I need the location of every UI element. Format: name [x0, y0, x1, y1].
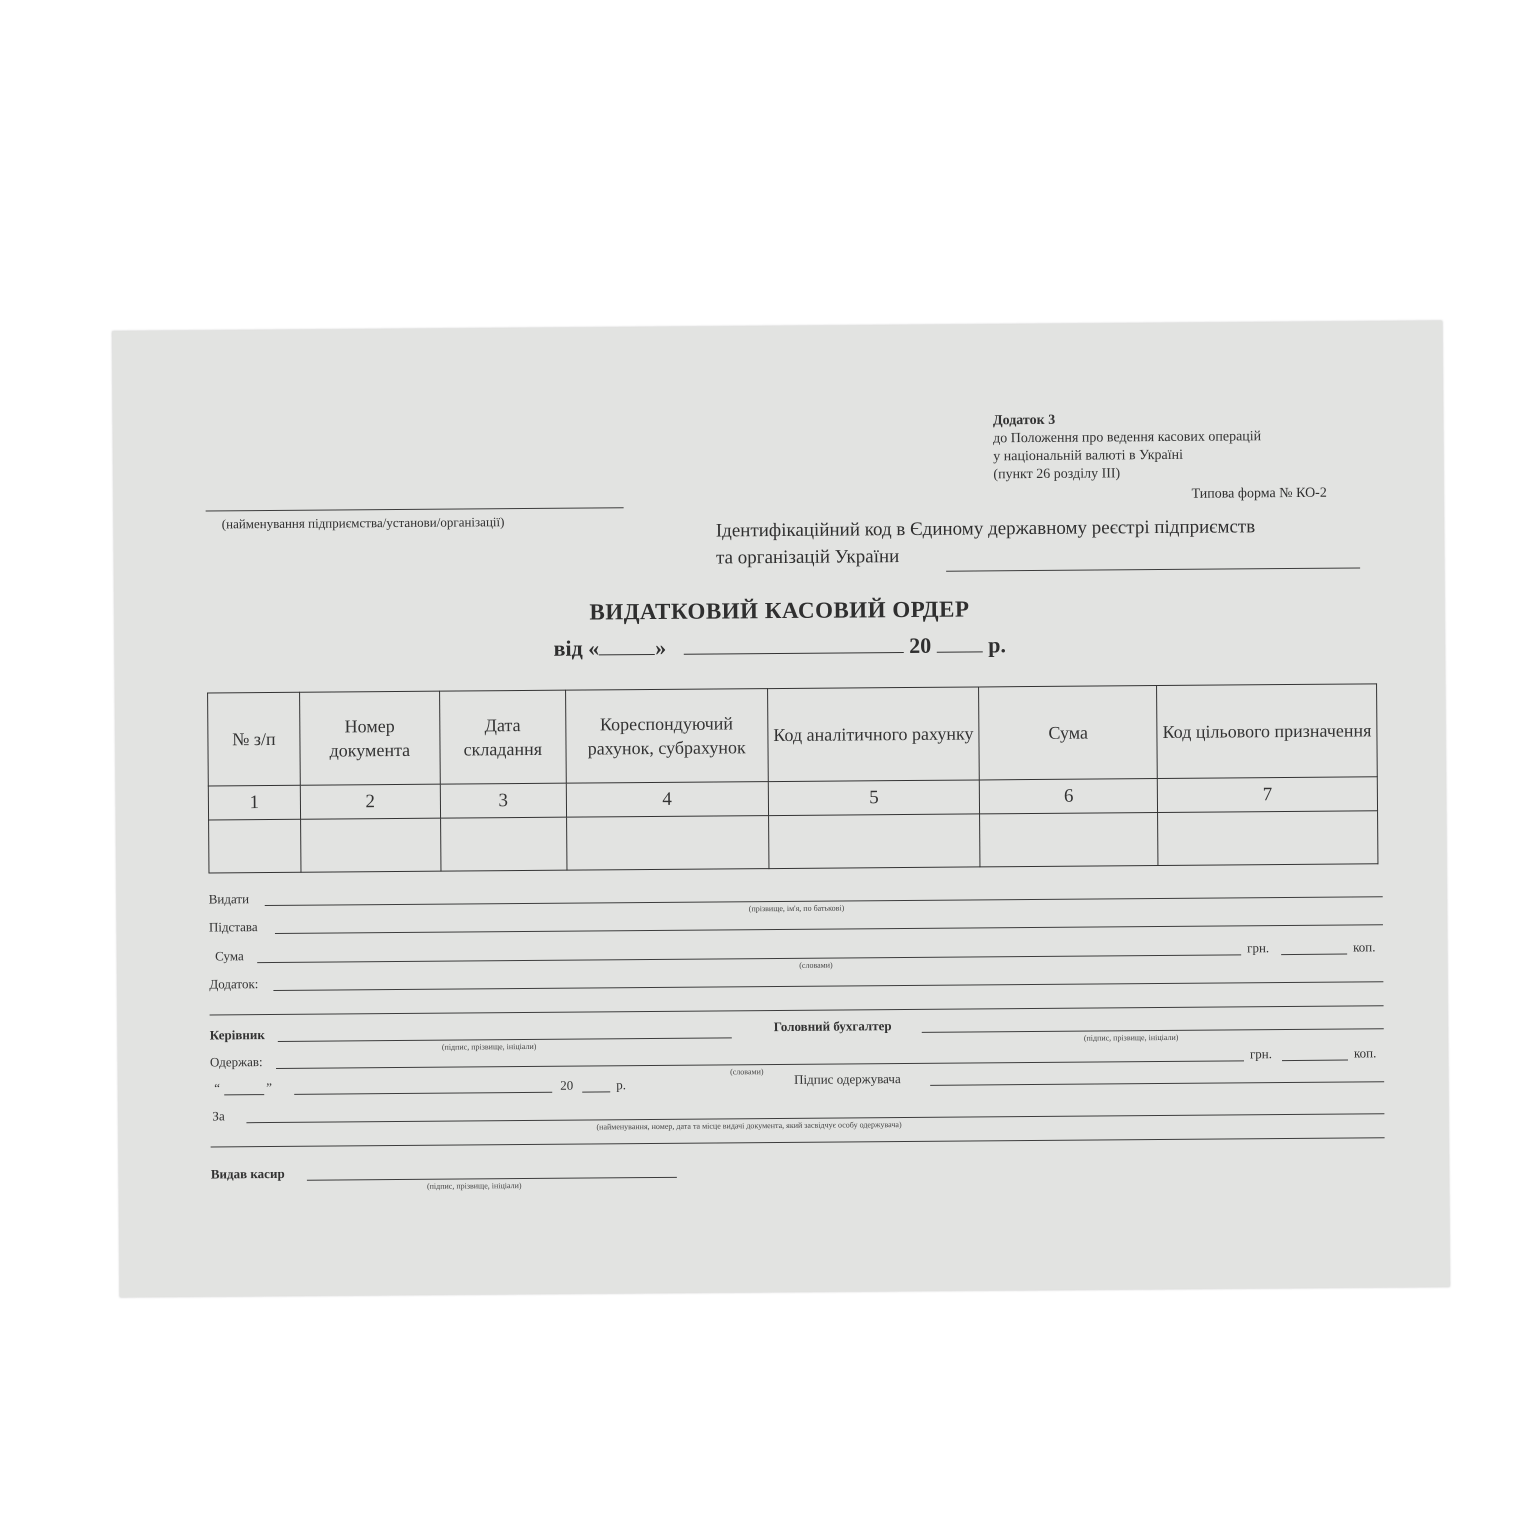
org-name-caption: (найменування підприємства/установи/організації)	[221, 514, 505, 532]
annex-line-3: (пункт 26 розділу III)	[993, 466, 1121, 483]
col-number-7: 7	[1157, 777, 1377, 813]
vydav-hint: (підпис, прізвище, ініціали)	[426, 1181, 522, 1191]
receipt-r-label: р.	[616, 1077, 626, 1093]
receipt-month-line[interactable]	[294, 1092, 552, 1095]
gol-buh-label: Головний бухгалтер	[773, 1018, 892, 1035]
kerivnyk-label: Керівник	[209, 1027, 265, 1043]
oderzhav-label: Одержав:	[209, 1054, 263, 1070]
dodatok-label: Додаток:	[209, 976, 259, 992]
receipt-day-line[interactable]	[224, 1094, 264, 1095]
annex-title: Додаток 3	[992, 412, 1056, 429]
col-number-4: 4	[566, 782, 768, 818]
suma-hint: (словами)	[799, 960, 833, 970]
date-year: 20	[909, 632, 932, 658]
pidpys-line[interactable]	[930, 1081, 1384, 1086]
suma-label: Сума	[215, 948, 244, 964]
col-number-5: 5	[768, 780, 980, 816]
vydav-line[interactable]	[307, 1177, 677, 1181]
oderzhav-hint: (словами)	[730, 1067, 764, 1077]
col-number-1: 1	[208, 785, 300, 820]
cell-date[interactable]	[440, 817, 566, 871]
dodatok-line[interactable]	[273, 981, 1383, 991]
col-number-3: 3	[440, 783, 566, 818]
cash-order-form	[112, 321, 1450, 1297]
order-table	[207, 683, 1378, 873]
grn2-label: грн.	[1249, 1046, 1273, 1062]
col-number-2: 2	[300, 784, 440, 819]
kop-amount-line[interactable]	[1281, 954, 1347, 956]
kop2-label: коп.	[1353, 1045, 1377, 1061]
pidstava-line[interactable]	[275, 924, 1383, 934]
kerivnyk-hint: (підпис, прізвище, ініціали)	[441, 1041, 537, 1052]
kop2-amount-line[interactable]	[1282, 1060, 1348, 1062]
grn-label: грн.	[1247, 940, 1270, 956]
vydaty-hint: (прізвище, ім'я, по батькові)	[748, 903, 845, 914]
ident-code-label-2: та організацій України	[715, 546, 900, 569]
col-header-number: № з/п	[208, 692, 301, 786]
form-number: Типова форма № КО-2	[1191, 485, 1327, 502]
cell-corr-account[interactable]	[566, 816, 768, 871]
date-mid: »	[655, 634, 667, 660]
day-blank[interactable]	[599, 636, 655, 655]
za-hint: (найменування, номер, дата та місце видачі документа, який засвідчує особу одержувача)	[596, 1120, 902, 1132]
date-line	[115, 629, 1445, 665]
pidpys-label: Підпис одержувача	[794, 1071, 901, 1087]
pidstava-label: Підстава	[208, 919, 258, 935]
table-row	[209, 811, 1378, 873]
cell-number[interactable]	[209, 819, 301, 873]
annex-line-1: до Положення про ведення касових операцій	[993, 429, 1262, 447]
quote-close: ”	[266, 1080, 273, 1096]
vydaty-label: Видати	[208, 891, 250, 907]
ident-code-label-1: Ідентифікаційний код в Єдиному державному реєстрі підприємств	[715, 516, 1256, 542]
date-prefix: від «	[553, 635, 600, 661]
year-blank[interactable]	[937, 633, 983, 652]
date-suffix: р.	[988, 632, 1007, 658]
col-header-analytic-code: Код аналітичного рахунку	[767, 687, 980, 782]
receipt-year-label: 20	[560, 1077, 574, 1093]
document-title: ВИДАТКОВИЙ КАСОВИЙ ОРДЕР	[589, 596, 970, 625]
col-header-purpose-code: Код цільового призначення	[1157, 684, 1378, 779]
col-header-amount: Сума	[979, 686, 1157, 780]
suma-line[interactable]	[257, 954, 1241, 963]
annex-block	[993, 410, 1262, 484]
cell-purpose-code[interactable]	[1158, 811, 1378, 866]
ident-code-line[interactable]	[946, 567, 1360, 571]
za-line-2[interactable]	[211, 1137, 1385, 1147]
gol-buh-hint: (підпис, прізвище, ініціали)	[1083, 1032, 1179, 1043]
dodatok-line-2[interactable]	[210, 1005, 1384, 1015]
cell-analytic-code[interactable]	[768, 814, 980, 869]
kop-label: коп.	[1353, 939, 1376, 955]
cell-doc-number[interactable]	[300, 818, 440, 872]
col-header-corr-account: Кореспондуючий рахунок, субрахунок	[565, 689, 768, 784]
vydav-label: Видав касир	[210, 1165, 285, 1182]
cell-amount[interactable]	[980, 813, 1158, 867]
col-header-date: Дата складання	[439, 690, 566, 784]
receipt-year-line[interactable]	[582, 1091, 610, 1092]
col-header-doc-number: Номер документа	[299, 691, 440, 785]
za-label: За	[212, 1108, 225, 1124]
annex-line-2: у національній валюті в Україні	[993, 447, 1184, 465]
org-name-line[interactable]	[206, 507, 624, 511]
table-header-row	[208, 684, 1378, 786]
month-blank[interactable]	[684, 634, 904, 655]
col-number-6: 6	[980, 779, 1158, 814]
quote-open: “	[214, 1080, 221, 1096]
